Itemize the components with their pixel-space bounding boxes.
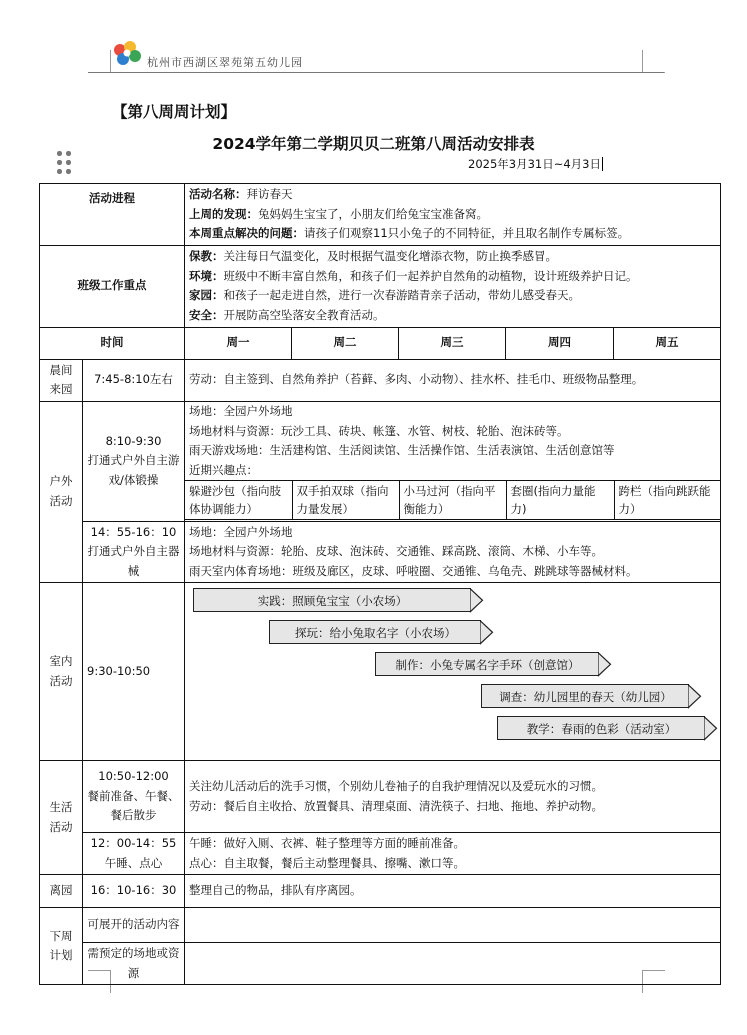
progress-content (185, 184, 721, 246)
outdoor-slot2-content (185, 521, 721, 583)
progress-line-findings: 上周的发现：兔妈妈生宝宝了，小朋友们给兔宝宝准备窝。 (189, 206, 488, 221)
morning-time: 7:45-8:10左右 (83, 359, 185, 401)
activity-arrow: 教学：春雨的色彩（活动室） (497, 716, 705, 740)
next-week-resources-value[interactable] (185, 943, 721, 985)
schedule-table (39, 183, 721, 985)
life-label: 生活活动 (40, 761, 83, 875)
date-range: 2025年3月31日~4月3日 (468, 156, 607, 172)
arrow-tip (704, 716, 718, 741)
morning-content: 劳动：自主签到、自然角养护（苔藓、多肉、小动物）、挂水杯、挂毛巾、班级物品整理。 (185, 359, 721, 401)
next-week-label: 下周计划 (40, 908, 83, 985)
day-wednesday: 周三 (399, 327, 506, 359)
life-slot1-content (185, 761, 721, 833)
day-friday: 周五 (614, 327, 721, 359)
outdoor-slot2-line: 场地：全园户外场地 (189, 524, 293, 539)
interest-item: 小马过河（指向平衡能力） (399, 481, 506, 520)
morning-row (40, 359, 721, 401)
arrow-tip (470, 588, 484, 613)
outdoor-slot1-time: 8:10-9:30 打通式户外自主游戏/体锻操 (83, 401, 185, 521)
life-slot1-line: 劳动：餐后自主收拾、放置餐具、清理桌面、清洗筷子、扫地、拖地、养护动物。 (189, 798, 603, 813)
outdoor-slot2-time: 14：55-16：10 打通式户外自主器械 (83, 521, 185, 583)
progress-label: 活动进程 (40, 184, 185, 246)
outdoor-slot1-line: 雨天游戏场地：生活建构馆、生活阅读馆、生活操作馆、生活表演馆、生活创意馆等 (189, 443, 615, 457)
header-rule (88, 72, 664, 73)
table-move-handle[interactable] (57, 151, 75, 179)
progress-row (40, 184, 721, 246)
leave-row (40, 875, 721, 908)
leave-time: 16：10-16：30 (83, 875, 185, 908)
outdoor-slot1-content (185, 401, 721, 521)
life-slot1-line: 关注幼儿活动后的洗手习惯，个别幼儿卷袖子的自我护理情况以及爱玩水的习惯。 (189, 779, 603, 793)
outdoor-slot2-line: 雨天室内体育场地：班级及廊区，皮球、呼啦圈、交通锥、乌龟壳、跳跳球等器械材料。 (189, 563, 638, 578)
outdoor-slot2-line: 场地材料与资源：轮胎、皮球、泡沫砖、交通锥、踩高跷、滚筒、木梯、小车等。 (189, 544, 603, 558)
next-week-activities-label: 可展开的活动内容 (83, 908, 185, 943)
outdoor-slot1-line: 场地：全园户外场地 (189, 404, 293, 418)
life-slot2-line: 午睡：做好入厕、衣裤、鞋子整理等方面的睡前准备。 (189, 836, 465, 850)
interest-item: 跨栏（指向跳跃能力） (618, 484, 711, 516)
week-title: 【第八周周计划】 (112, 103, 237, 121)
next-week-row-2 (40, 943, 721, 985)
indoor-row (40, 583, 721, 761)
outdoor-row-2 (40, 521, 721, 583)
next-week-resources-label: 需预定的场地或资源 (83, 943, 185, 985)
arrow-tip (598, 652, 612, 677)
next-week-activities-value[interactable] (185, 908, 721, 943)
activity-arrow: 制作：小兔专属名字手环（创意馆） (375, 652, 599, 676)
life-slot2-line: 点心：自主取餐，餐后主动整理餐具、擦嘴、漱口等。 (189, 855, 465, 870)
activity-arrow: 调查：幼儿园里的春天（幼儿园） (481, 684, 689, 708)
arrow-tip (688, 684, 702, 709)
day-thursday: 周四 (506, 327, 614, 359)
life-slot2-time: 12：00-14：55 午睡、点心 (83, 833, 185, 875)
life-row-2 (40, 833, 721, 875)
time-header: 时间 (40, 327, 185, 359)
progress-line-problem: 本周重点解决的问题：请孩子们观察11只小兔子的不同特征，并且取名制作专属标签。 (189, 226, 630, 240)
focus-line-safety: 安全：开展防高空坠落安全教育活动。 (189, 307, 385, 322)
focus-row (40, 245, 721, 327)
interest-grid (185, 480, 721, 520)
day-header-row (40, 327, 721, 359)
focus-line-care: 保教：关注每日气温变化，及时根据气温变化增添衣物，防止换季感冒。 (189, 249, 557, 263)
activity-arrow: 探玩：给小兔取名字（小农场） (269, 620, 481, 644)
outdoor-slot1-line: 场地材料与资源：玩沙工具、砖块、帐篷、水管、树枝、轮胎、泡沫砖等。 (189, 423, 569, 438)
interest-item: 套圈(指向力量能力) (506, 481, 614, 520)
life-slot2-content (185, 833, 721, 875)
next-week-row-1 (40, 908, 721, 943)
focus-content (185, 245, 721, 327)
corner-mark-top-right (642, 50, 665, 73)
arrow-tip (480, 620, 494, 645)
focus-line-environment: 环境：班级中不断丰富自然角，和孩子们一起养护自然角的动植物，设计班级养护日记。 (189, 268, 638, 283)
day-monday: 周一 (185, 327, 292, 359)
page-title: 2024学年第二学期贝贝二班第八周活动安排表 (212, 135, 535, 153)
outdoor-slot1-line: 近期兴趣点： (189, 462, 258, 477)
leave-label: 离园 (40, 875, 83, 908)
outdoor-label: 户外活动 (40, 401, 83, 583)
life-slot1-time: 10:50-12:00 餐前准备、午餐、餐后散步 (83, 761, 185, 833)
indoor-time: 9:30-10:50 (83, 583, 185, 761)
morning-label: 晨间来园 (40, 359, 83, 401)
interest-item: 双手拍双球（指向力量发展） (292, 481, 399, 520)
corner-mark-top-left (88, 50, 111, 73)
school-name: 杭州市西湖区翠苑第五幼儿园 (147, 56, 303, 69)
indoor-label: 室内活动 (40, 583, 83, 761)
focus-line-home: 家园：和孩子一起走进自然，进行一次春游踏青亲子活动，带幼儿感受春天。 (189, 288, 580, 302)
activity-arrow: 实践：照顾兔宝宝（小农场） (193, 588, 471, 612)
interest-item: 躲避沙包（指向肢体协调能力） (185, 481, 292, 520)
day-tuesday: 周二 (292, 327, 399, 359)
leave-content: 整理自己的物品，排队有序离园。 (185, 875, 721, 908)
focus-label: 班级工作重点 (40, 245, 185, 327)
school-logo (111, 40, 143, 68)
life-row-1 (40, 761, 721, 833)
indoor-timeline (185, 583, 720, 759)
outdoor-row-1 (40, 401, 721, 521)
progress-line-activity: 活动名称：拜访春天 (189, 187, 293, 201)
indoor-content (185, 583, 721, 761)
